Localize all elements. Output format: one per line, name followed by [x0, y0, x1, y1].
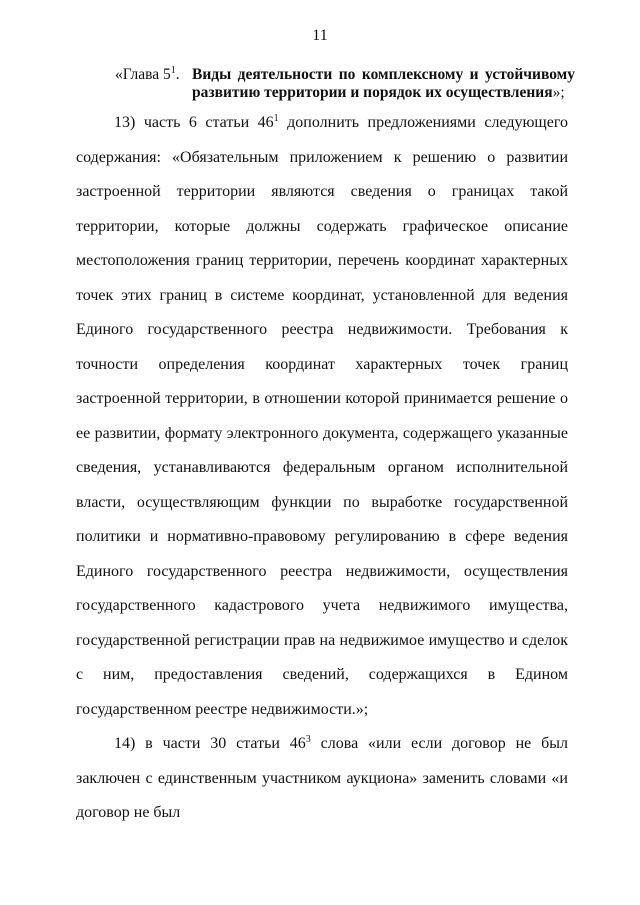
chapter-title: [192, 66, 575, 102]
chapter-title-closing: »;: [552, 84, 565, 101]
paragraph-13: [76, 106, 568, 727]
chapter-label-suffix: .: [175, 66, 180, 83]
chapter-label: [115, 66, 180, 84]
chapter-label-superscript: 1: [170, 65, 176, 76]
page-number: 11: [312, 27, 328, 44]
paragraph-14-start: 14) в части 30 статьи 46: [114, 735, 306, 752]
paragraph-13-start: 13) часть 6 статьи 46: [114, 114, 274, 131]
paragraph-14-text: слова «или если договор не был заключен с единственным участником аукциона» заменить словами «и договор не был: [76, 735, 569, 821]
paragraph-13-superscript: 1: [273, 113, 279, 124]
paragraph-14: [76, 727, 568, 831]
chapter-label-prefix: «Глава 5: [115, 66, 171, 83]
paragraph-13-text: дополнить предложениями следующего содержания: «Обязательным приложением к решению о развитии застроенной территории являются сведения о границах такой территории, которые должны содержать графическое описание местоположения границ территории, перечень координат характерных точек этих границ в системе координат, установленной для ведения Единого государственного реестра недвижимости. Требования к точности определения координат характерных точек границ застроенной территории, в отношении которой принимается решение о ее развитии, формату электронного документа, содержащего указанные сведения, устанавливаются федеральным органом исполнительной власти, осуществляющим функции по выработке государственной политики и нормативно-правовому регулированию в сфере ведения Единого государственного реестра недвижимости, осуществления государственного кадастрового учета недвижимого имущества, государственной регистрации прав на недвижимое имущество и сделок с ним, предоставления сведений, содержащихся в Едином государственном реестре недвижимости.»;: [76, 114, 568, 718]
chapter-title-text: Виды деятельности по комплексному и устойчивому развитию территории и порядок их осуществления: [192, 66, 575, 101]
paragraph-14-superscript: 3: [305, 734, 311, 745]
